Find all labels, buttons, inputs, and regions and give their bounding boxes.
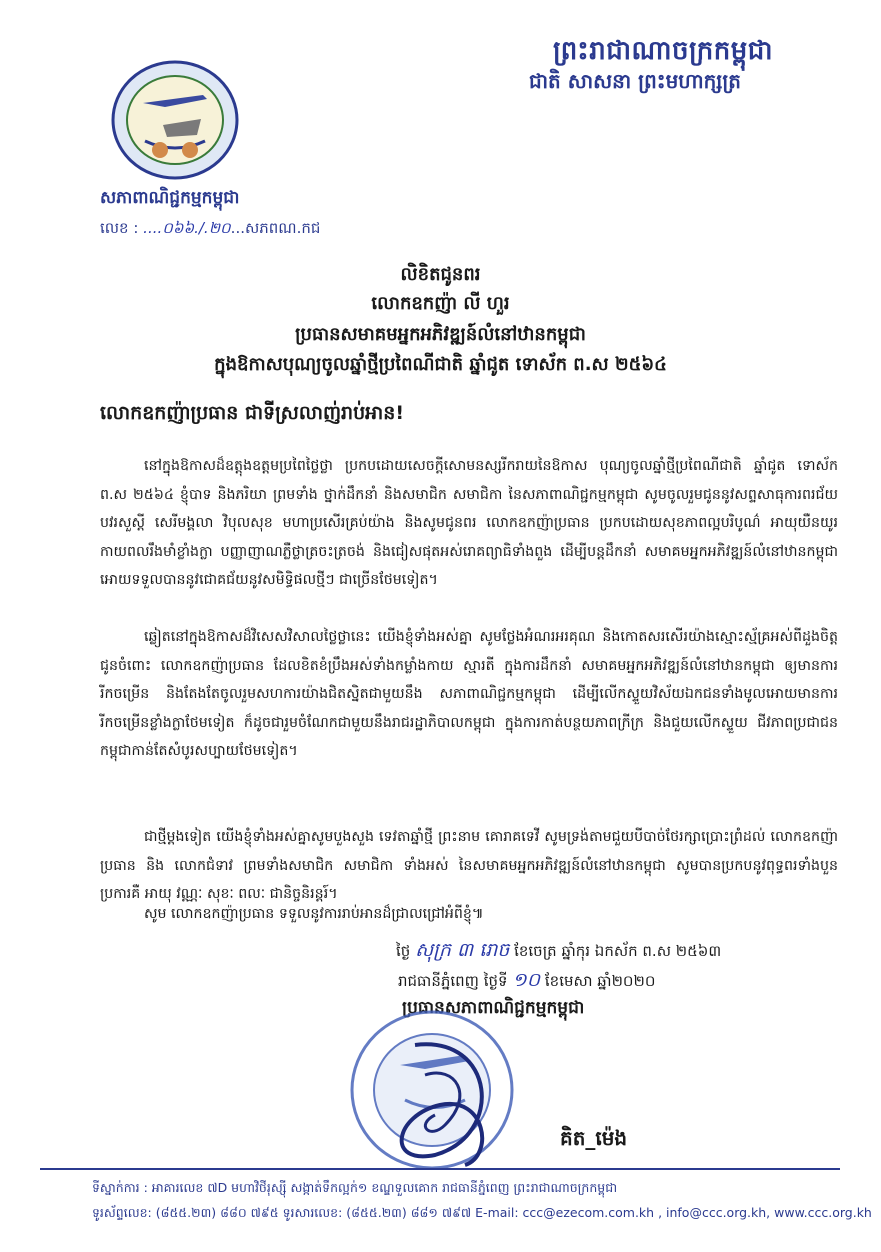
national-motto: ជាតិ សាសនា ព្រះមហាក្សត្រ [529, 69, 741, 93]
footer-divider [40, 1168, 840, 1170]
occasion-line: ក្នុងឱកាសបុណ្យចូលឆ្នាំថ្មីប្រពៃណីជាតិ ឆ្នាំជូត ទោស័ក ព.ស ២៥៦៤ [214, 354, 667, 375]
chamber-name: សភាពាណិជ្ជកម្មកម្ពុជា [100, 188, 240, 208]
footer-address: ទីស្នាក់ការ : អាគារលេខ ៧D មហាវិថីរុស្ស៊ី សង្កាត់ទឹកល្អក់១ ខណ្ឌទួលគោក រាជធានីភ្នំពេញ ព្រះរាជាណាចក្រកម្ពុជា [92, 1180, 618, 1195]
ref-number: ....០៦៦./.២០ [143, 219, 231, 237]
salutation: លោកឧកញ៉ាប្រធាន ជាទីស្រលាញ់រាប់អាន! [100, 402, 404, 424]
solar-prefix: រាជធានីភ្នំពេញ ថ្ងៃទី [398, 972, 508, 990]
solar-date [398, 968, 656, 996]
lunar-date [396, 938, 721, 966]
reference-number [100, 219, 320, 241]
recipient-name: លោកឧកញ៉ា លី ហួរ [371, 293, 510, 314]
body-paragraph-2: ឆ្លៀតនៅក្នុងឱកាសដ៏វិសេសវិសាលថ្លៃថ្លានេះ យើងខ្ញុំទាំងអស់គ្នា សូមថ្លែងអំណរអរគុណ និងកោតសរសើរយ៉ាងស្មោះស្ម័គ្រអស់ពីដួងចិត្ត ជូនចំពោះ លោកឧកញ៉ាប្រធាន ដែលខិតខំប្រឹងអស់ទាំងកម្លាំងកាយ ស្មារតី ក្នុងការដឹកនាំ សមាគមអ្នកអភិវឌ្ឍន៍លំនៅឋានកម្ពុជា ឲ្យមានការរីកចម្រើន និងតែងតែចូលរួមសហការយ៉ាងជិតស្និតជាមួយនឹង សភាពាណិជ្ជកម្មកម្ពុជា ដើម្បីលើកស្ទួយវិស័យឯកជនទាំងមូលអោយមានការរីកចម្រើនខ្លាំងក្លាថែមទៀត ក៏ដូចជារួមចំណែកជាមួយនឹងរាជរដ្ឋាភិបាលកម្ពុជា ក្នុងការកាត់បន្ថយភាពក្រីក្រ និងជួយលើកស្ទួយ ជីវភាពប្រជាជនកម្ពុជាកាន់តែសំបូរសប្បាយថែមទៀត។ [100, 629, 838, 760]
lunar-suffix: ខែចេត្រ ឆ្នាំកុរ ឯកស័ក ព.ស ២៥៦៣ [514, 942, 722, 960]
recipient-position: ប្រធានសមាគមអ្នកអភិវឌ្ឍន៍លំនៅឋានកម្ពុជា [295, 324, 586, 345]
chamber-logo [105, 55, 245, 185]
signatory-title: ប្រធានសភាពាណិជ្ជកម្មកម្ពុជា [402, 998, 585, 1018]
solar-suffix: ខែមេសា ឆ្នាំ២០២០ [544, 972, 656, 990]
footer-contacts: ទូរស័ព្ទលេខ: (៨៥៥.២៣) ៨៨០ ៧៩៥ ទូរសារលេខ: (៨៥៥.២៣) ៨៨១ ៧៩៧ E-mail: ccc@ezecom.com.kh , info@ccc.org.kh, www.ccc.org.kh [92, 1205, 872, 1220]
ref-label: លេខ : [100, 219, 139, 237]
signatory-name: គិត_ម៉េង [560, 1126, 628, 1150]
lunar-prefix: ថ្ងៃ [396, 942, 411, 960]
kingdom-heading: ព្រះរាជាណាចក្រកម្ពុជា [553, 36, 773, 66]
ref-suffix: ...សភពណ.កជ [230, 219, 321, 237]
lunar-date-handwritten: សុក្រ ៣ រោច [415, 939, 510, 961]
solar-date-handwritten: ១០ [512, 969, 541, 991]
letter-title: លិខិតជូនពរ [400, 264, 481, 285]
body-paragraph-1: នៅក្នុងឱកាសដ៏ឧត្តុងឧត្តមប្រពៃថ្លៃថ្លា ប្រកបដោយសេចក្តីសោមនស្សរីករាយនៃឱកាស បុណ្យចូលឆ្នាំថ្មីប្រពៃណីជាតិ ឆ្នាំជូត ទោស័ក ព.ស ២៥៦៤ ខ្ញុំបាទ និងភរិយា ព្រមទាំង ថ្នាក់ដឹកនាំ និងសមាជិក សមាជិកា នៃសភាពាណិជ្ជកម្មកម្ពុជា សូមចូលរួមជូននូវសព្ទសាធុការពរជ័យ បវរសួស្តី សេរីមង្គលា វិបុលសុខ មហាប្រសើរគ្រប់យ៉ាង និងសូមជូនពរ លោកឧកញ៉ាប្រធាន ប្រកបដោយសុខភាពល្អបរិបូណ៌ អាយុយឺនយូរ កាយពលរឹងមាំខ្លាំងក្លា បញ្ញាញាណភ្លឺថ្លាត្រចះត្រចង់ និងជៀសផុតអស់រោគព្យាធិទាំងពួង ដើម្បីបន្តដឹកនាំ សមាគមអ្នកអភិវឌ្ឍន៍លំនៅឋានកម្ពុជា អោយទទួលបាននូវជោគជ័យនូវសមិទ្ធិផលថ្មីៗ ជាច្រើនថែមទៀត។ [100, 458, 838, 589]
body-paragraph-4: សូម លោកឧកញ៉ាប្រធាន ទទួលនូវការរាប់អានដ៏ជ្រាលជ្រៅអំពីខ្ញុំ៕ [144, 906, 484, 922]
official-stamp [345, 1005, 520, 1175]
body-paragraph-3: ជាថ្មីម្តងទៀត យើងខ្ញុំទាំងអស់គ្នាសូមបួងសួង ទេវតាឆ្នាំថ្មី ព្រះនាម គោរាគទេវី សូមទ្រង់តាមជួយបីបាច់ថែរក្សាប្រោះព្រំដល់ លោកឧកញ៉ាប្រធាន និង លោកជំទាវ ព្រមទាំងសមាជិក សមាជិកា ទាំងអស់ នៃសមាគមអ្នកអភិវឌ្ឍន៍លំនៅឋានកម្ពុជា សូមបានប្រកបនូវពុទ្ធពរទាំងបួន ប្រការគឺ អាយុ វណ្ណៈ សុខៈ ពលៈ ជានិច្ចនិរន្តរ៍។ [100, 829, 838, 903]
